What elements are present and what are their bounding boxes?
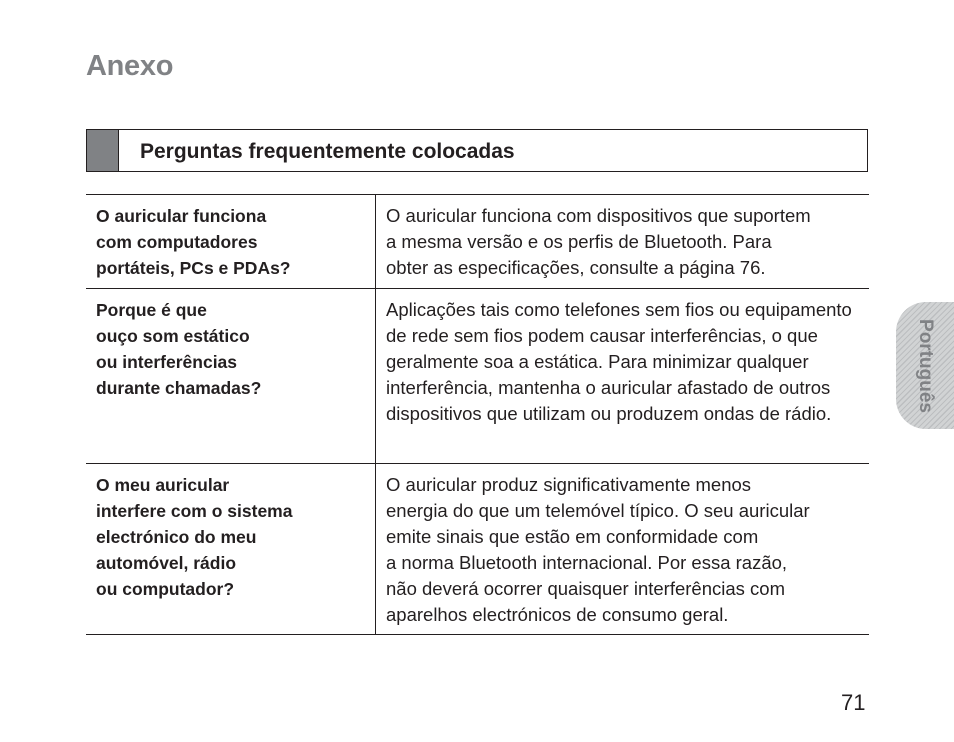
faq-question-cell <box>86 289 376 464</box>
section-header <box>86 129 868 172</box>
section-title: Perguntas frequentemente colocadas <box>140 140 515 163</box>
language-tab-label: Português <box>915 319 936 413</box>
faq-answer: O auricular produz significativamente menos energia do que um telemóvel típico. O seu auricular emite sinais que estão em conformidade com a norma Bluetooth internacional. Por essa razão, não deverá ocorrer quaisquer interferências com aparelhos electrónicos de consumo geral. <box>386 474 810 625</box>
faq-row <box>86 289 869 464</box>
page-number: 71 <box>841 690 866 715</box>
faq-answer: Aplicações tais como telefones sem fios ou equipamento de rede sem fios podem causar interferências, o que geralmente soa a estática. Para minimizar qualquer interferência, mantenha o auricular afastado de outros dispositivos que utilizam ou produzem ondas de rádio. <box>386 299 852 424</box>
faq-question: O auricular funciona com computadores portáteis, PCs e PDAs? <box>96 206 291 278</box>
faq-answer-cell <box>376 289 870 464</box>
page-title: Anexo <box>86 50 174 82</box>
faq-answer: O auricular funciona com dispositivos que suportem a mesma versão e os perfis de Bluetooth. Para obter as especificações, consulte a página 76. <box>386 205 811 278</box>
faq-answer-cell <box>376 464 870 635</box>
faq-question: O meu auricular interfere com o sistema electrónico do meu automóvel, rádio ou computador? <box>96 475 293 599</box>
faq-row <box>86 195 869 289</box>
faq-question-cell <box>86 195 376 289</box>
faq-table <box>86 194 869 635</box>
faq-answer-cell <box>376 195 870 289</box>
faq-row <box>86 464 869 635</box>
section-marker <box>87 130 119 171</box>
faq-question: Porque é que ouço som estático ou interferências durante chamadas? <box>96 300 262 398</box>
faq-question-cell <box>86 464 376 635</box>
